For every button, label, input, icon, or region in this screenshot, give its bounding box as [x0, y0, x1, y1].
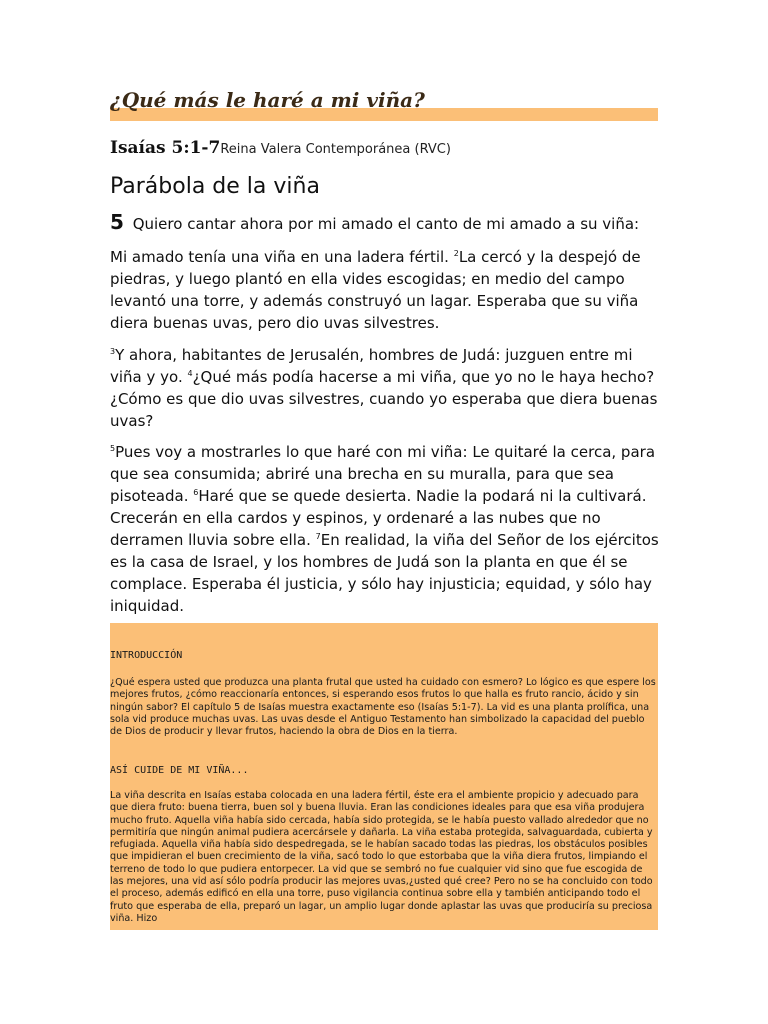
section-heading: Parábola de la viña: [110, 174, 320, 199]
paragraph-2: [110, 344, 660, 432]
paragraph-3-text-b: Haré que se quede desierta. Nadie la podará ni la cultivará. Crecerán en ella cardos y espinos, y ordenaré a las nubes que no derramen lluvia sobre ella.: [110, 487, 647, 549]
verse-number-5: 5: [110, 444, 116, 453]
paragraph-1-text-a: Mi amado tenía una viña en una ladera fértil.: [110, 248, 454, 266]
paragraph-3: [110, 441, 660, 617]
page-title: ¿Qué más le haré a mi viña?: [110, 88, 425, 112]
reference-book: Isaías 5:1-7: [110, 138, 221, 158]
verse-number-7: 7: [315, 532, 321, 541]
intro-heading: INTRODUCCIÓN: [110, 650, 183, 661]
verse-1-text: Quiero cantar ahora por mi amado el canto de mi amado a su viña:: [132, 215, 640, 233]
verse-1: [110, 210, 670, 234]
intro-text: ¿Qué espera usted que produzca una planta frutal que usted ha cuidado con esmero? Lo lógico es que espere los mejores frutos, ¿cómo reaccionaría entonces, si esperando esos frutos lo que halla es fruto rancio, ácido y sin ningún sabor? El capítulo 5 de Isaías muestra exactamente eso (Isaías 5:1-7). La vid es una planta prolífica, una sola vid produce muchas uvas. Las uvas desde el Antiguo Testamento han simbolizado la capacidad del pueblo de Dios de producir y llevar frutos, haciendo la obra de Dios en la tierra.: [110, 677, 656, 738]
care-heading: ASÍ CUIDE DE MI VIÑA...: [110, 765, 249, 776]
care-text: La viña descrita en Isaías estaba colocada en una ladera fértil, éste era el ambiente propicio y adecuado para que diera fruto: buena tierra, buen sol y buena lluvia. Eran las condiciones ideales para que esa viña produjera mucho fruto. Aquella viña había sido cercada, había sido protegida, se le había puesto vallado alrededor que no permitiría que ningún animal pudiera acercársele y dañarla. La viña estaba protegida, salvaguardada, cubierta y refugiada. Aquella viña había sido despedregada, se le habían sacado todas las piedras, los obstáculos posibles que impidieran el buen crecimiento de la viña, sacó todo lo que estorbaba que la viña diera frutos, limpiando el terreno de todo lo que pudiera entorpecer. La vid que se sembró no fue cualquier vid sino que fue escogida de las mejores, una vid así sólo podría producir las mejores uvas,¿usted qué cree? Pero no se ha concluido con todo el proceso, además edificó en ella una torre, puso vigilancia continua sobre ella y también anticipando todo el fruto que esperaba de ella, preparó un lagar, un amplio lugar donde aplastar las uvas que produciría su preciosa viña. Hizo: [110, 790, 653, 924]
paragraph-2-text-a: Y ahora, habitantes de Jerusalén, hombres de Judá: juzguen entre mi viña y yo.: [110, 346, 633, 386]
verse-number-2: 2: [453, 249, 459, 258]
reference-version: Reina Valera Contemporánea (RVC): [220, 142, 451, 157]
scripture-reference: [110, 138, 451, 158]
paragraph-3-text-c: En realidad, la viña del Señor de los ejércitos es la casa de Israel, y los hombres de Judá son la planta en que él se complace. Esperaba él justicia, y sólo hay injusticia; equidad, y sólo hay iniquidad.: [110, 531, 659, 615]
paragraph-1-text-b: La cercó y la despejó de piedras, y luego plantó en ella vides escogidas; en medio del campo levantó una torre, y además construyó un lagar. Esperaba que su viña diera buenas uvas, pero dio uvas silvestres.: [110, 248, 641, 332]
paragraph-3-text-a: Pues voy a mostrarles lo que haré con mi viña: Le quitaré la cerca, para que sea consumida; abriré una brecha en su muralla, para que sea pisoteada.: [110, 443, 656, 505]
verse-number-4: 4: [187, 369, 193, 378]
paragraph-2-text-b: ¿Qué más podía hacerse a mi viña, que yo no le haya hecho? ¿Cómo es que dio uvas silvestres, cuando yo esperaba que diera buenas uvas?: [110, 368, 658, 430]
chapter-number: 5: [110, 210, 124, 234]
title-band: [110, 88, 658, 121]
verse-number-6: 6: [193, 488, 199, 497]
paragraph-1: [110, 246, 660, 334]
verse-number-3: 3: [110, 347, 116, 356]
commentary-box: [110, 623, 658, 930]
